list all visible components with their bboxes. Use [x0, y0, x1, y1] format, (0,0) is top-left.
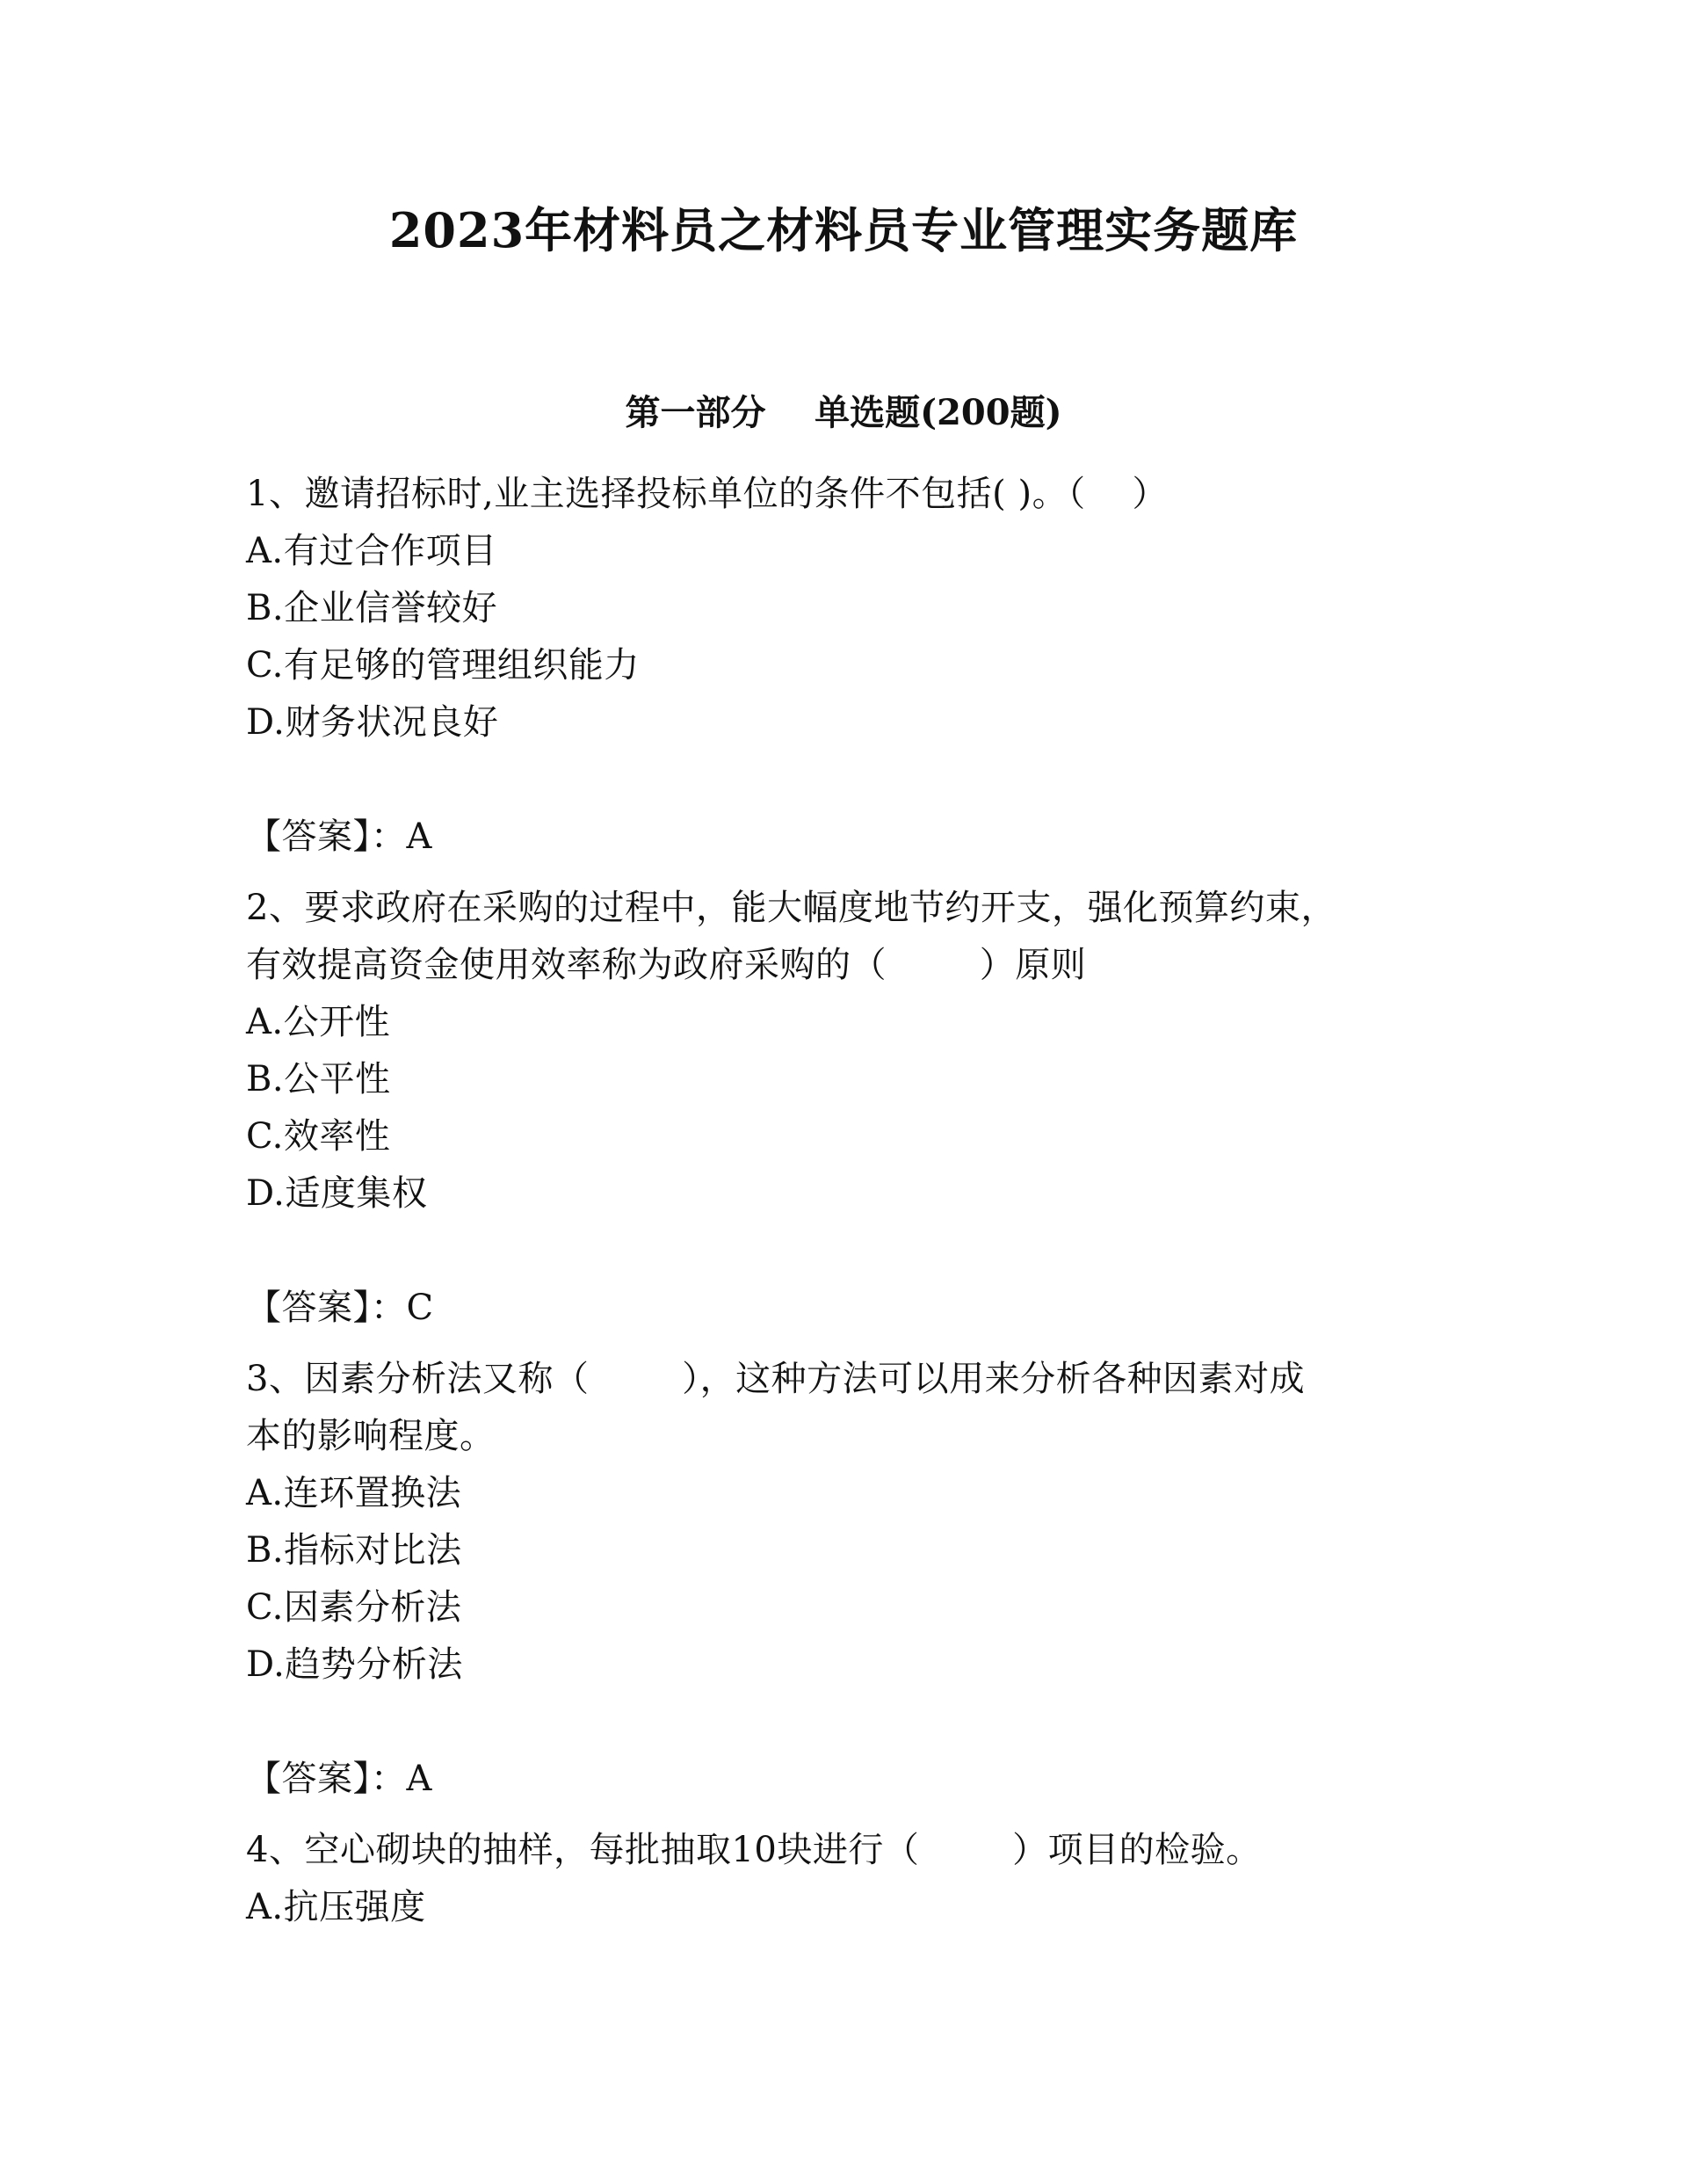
section-heading: 第一部分 单选题(200题) — [625, 392, 1062, 433]
option-a: A.连环置换法 — [246, 1473, 462, 1513]
option-b: B.指标对比法 — [246, 1530, 462, 1571]
question-stem-line: 3、因素分析法又称（ ），这种方法可以用来分析各种因素对成 — [246, 1359, 1306, 1399]
document-title: 2023年材料员之材料员专业管理实务题库 — [388, 202, 1299, 258]
question-stem-line: 1、邀请招标时,业主选择投标单位的条件不包括( )。（ ） — [246, 474, 1168, 514]
question-4 — [246, 1822, 1441, 1936]
option-d: D.财务状况良好 — [246, 702, 499, 743]
option-b: B.公平性 — [246, 1059, 391, 1099]
option-c: C.有足够的管理组织能力 — [246, 645, 640, 686]
option-c: C.效率性 — [246, 1116, 391, 1157]
option-d: D.适度集权 — [246, 1173, 428, 1214]
answer-label: 【答案】：A — [246, 816, 432, 857]
answer-label: 【答案】：C — [246, 1288, 434, 1328]
question-stem-line: 4、空心砌块的抽样，每批抽取10块进行（ ）项目的检验。 — [246, 1830, 1262, 1870]
option-d: D.趋势分析法 — [246, 1644, 463, 1685]
question-stem-line: 2、要求政府在采购的过程中，能大幅度地节约开支，强化预算约束， — [246, 888, 1336, 928]
option-a: A.抗压强度 — [246, 1887, 426, 1927]
answer-label: 【答案】：A — [246, 1759, 432, 1799]
question-1 — [246, 466, 1441, 866]
question-stem-line: 本的影响程度。 — [246, 1416, 496, 1456]
option-c: C.因素分析法 — [246, 1587, 462, 1628]
question-3 — [246, 1351, 1441, 1808]
option-a: A.公开性 — [246, 1002, 391, 1042]
question-2 — [246, 880, 1441, 1337]
question-list — [246, 466, 1441, 1936]
question-stem-line: 有效提高资金使用效率称为政府采购的（ ）原则 — [246, 945, 1087, 985]
option-b: B.企业信誉较好 — [246, 588, 498, 628]
option-a: A.有过合作项目 — [246, 531, 497, 571]
